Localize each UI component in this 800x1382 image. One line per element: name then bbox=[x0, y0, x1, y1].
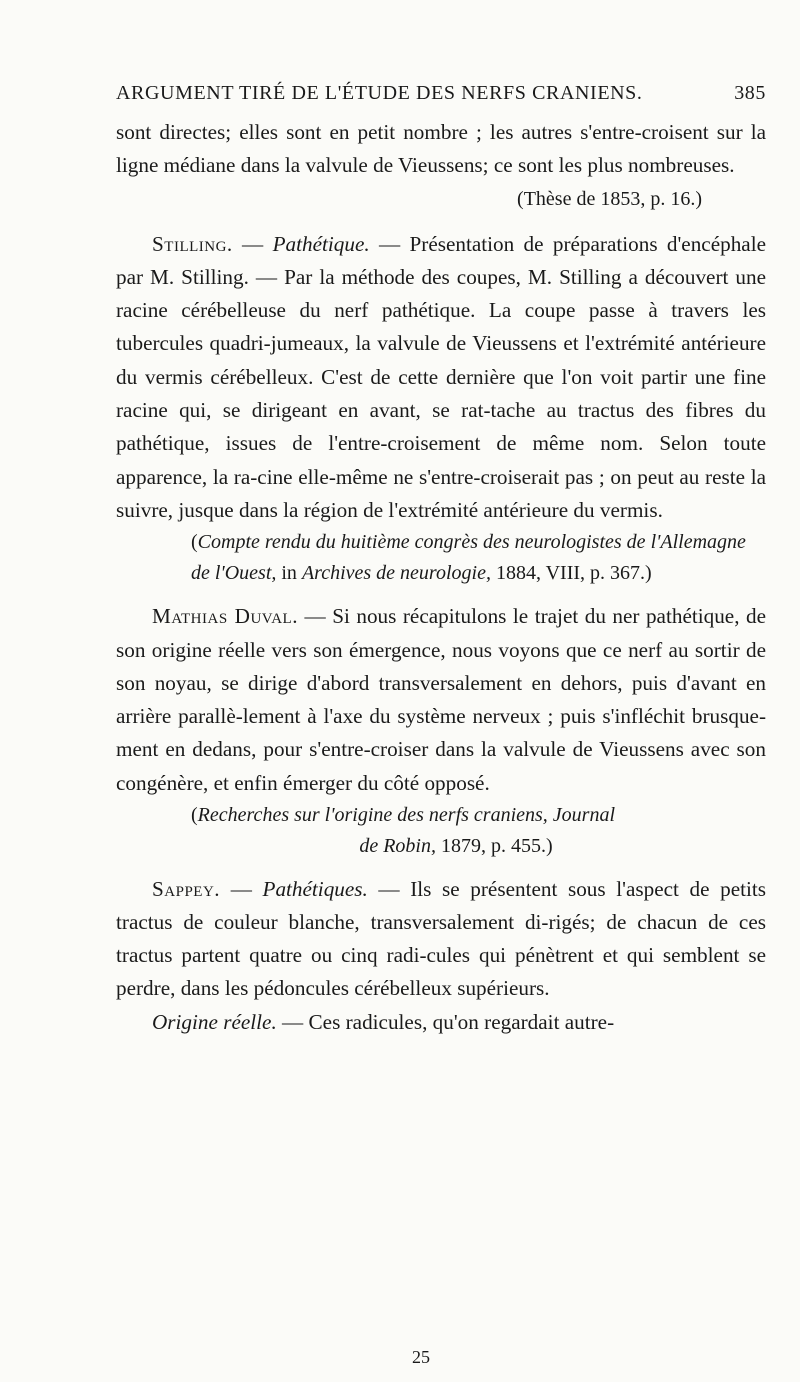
running-head bbox=[116, 82, 766, 105]
author-duval: Mathias Duval. bbox=[152, 604, 298, 629]
page-body bbox=[116, 116, 766, 1039]
author-stilling: Stilling. bbox=[152, 231, 233, 256]
paragraph-duval-text: Si nous récapitulons le trajet du ner pathétique, de son origine réelle vers son émergence, nous voyons que ce nerf au sortir de son noyau, se dirige d'abord transversalement en dehors, puis d'avant en arrière parallè-lement à l'axe du système nerveux ; puis s'infléchit brusque-ment en dedans, pour s'entre-croiser dans la valvule de Vieussens avec son congénère, et enfin émerger du côté opposé. bbox=[116, 604, 767, 795]
paragraph-stilling: Stilling. — Pathétique. — Présentation de préparations d'encéphale par M. Stilling. — Par la méthode des coupes, M. Stilling a découvert une racine cérébelleuse du nerf pathétique. La coupe passe à travers les tubercules quadri-jumeaux, la valvule de Vieussens et l'extrémité antérieure du vermis cérébelleux. C'est de cette dernière que l'on voit partir une fine racine qui, se dirigeant en avant, se rat-tache au tractus des fibres du pathétique, issues de l'entre-croisement de même nom. Selon toute apparence, la ra-cine elle-même ne s'entre-croiserait pas ; on peut au reste la suivre, jusque dans la région de l'extrémité antérieure du vermis. bbox=[116, 231, 766, 522]
citation-these: (Thèse de 1853, p. 16.) bbox=[517, 187, 702, 210]
citation-compte-rendu: (Compte rendu du huitième congrès des neurologistes de l'Allemagne de l'Ouest, in Archives de neurologie, 1884, VIII, p. 367.) bbox=[191, 531, 746, 584]
paragraph-duval: Mathias Duval. — Si nous récapitulons le trajet du ner pathétique, de son origine réelle vers son émergence, nous voyons que ce nerf au sortir de son noyau, se dirige d'abord transversalement en dehors, puis d'avant en arrière parallè-lement à l'axe du système nerveux ; puis s'infléchit brusque-ment en dedans, pour s'entre-croiser dans la valvule de Vieussens avec son congénère, et enfin émerger du côté opposé. bbox=[116, 604, 767, 795]
paragraph-origine: Origine réelle. — Ces radicules, qu'on regardait autre- bbox=[152, 1009, 615, 1034]
cite-title: Compte rendu du huitième congrès des neurologistes de l'Allemagne de l'Ouest, bbox=[191, 531, 746, 584]
subheading-origine-reelle: Origine réelle. bbox=[152, 1009, 277, 1034]
entry-title-pathetiques: Pathétiques. bbox=[262, 876, 368, 901]
running-title: ARGUMENT TIRÉ DE L'ÉTUDE DES NERFS CRANIENS. bbox=[116, 82, 643, 104]
page-number: 385 bbox=[734, 82, 766, 104]
paragraph-sappey-text: Ils se présentent sous l'aspect de petits tractus de couleur blanche, transversalement di-rigés; de chacun de ces tractus partent quatre ou cinq radi-cules qui pénètrent et qui semblent se perdre, dans les pédoncules cérébelleux supérieurs. bbox=[116, 876, 767, 1001]
paragraph-stilling-text: Présentation de préparations d'encéphale par M. Stilling. — Par la méthode des coupes, M. Stilling a découvert une racine cérébelleuse du nerf pathétique. La coupe passe à travers les tubercules quadri-jumeaux, la valvule de Vieussens et l'extrémité antérieure du vermis cérébelleux. C'est de cette dernière que l'on voit partir une fine racine qui, se dirigeant en avant, se rat-tache au tractus des fibres du pathétique, issues de l'entre-croisement de même nom. Selon toute apparence, la ra-cine elle-même ne s'entre-croiserait pas ; on peut au reste la suivre, jusque dans la région de l'extrémité antérieure du vermis. bbox=[116, 231, 766, 522]
cite-journal: Archives de neurologie, bbox=[301, 561, 491, 584]
citation-recherches: (Recherches sur l'origine des nerfs craniens, Journal bbox=[191, 804, 616, 827]
author-sappey: Sappey. bbox=[152, 876, 221, 901]
citation-recherches-line2: de Robin, 1879, p. 455.) bbox=[359, 834, 553, 857]
signature-mark: 25 bbox=[412, 1347, 430, 1367]
paragraph-sappey: Sappey. — Pathétiques. — Ils se présentent sous l'aspect de petits tractus de couleur blanche, transversalement di-rigés; de chacun de ces tractus partent quatre ou cinq radi-cules qui pénètrent et qui semblent se perdre, dans les pédoncules cérébelleux supérieurs. bbox=[116, 876, 767, 1001]
entry-title-pathetique: Pathétique. bbox=[272, 231, 370, 256]
cite-recherches-title: Recherches sur l'origine des nerfs craniens, Journal bbox=[197, 804, 616, 827]
paragraph-continuation: sont directes; elles sont en petit nombre ; les autres s'entre-croisent sur la ligne médiane dans la valvule de Vieussens; ce sont les plus nombreuses. bbox=[116, 120, 766, 178]
